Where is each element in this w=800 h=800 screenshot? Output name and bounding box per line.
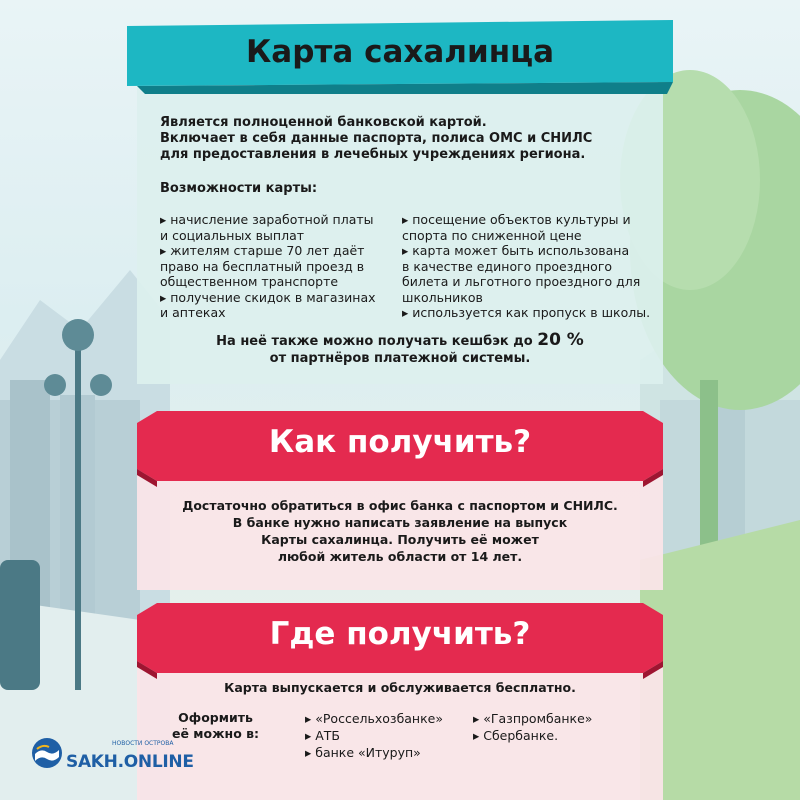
free-issue-text: Карта выпускается и обслуживается бесплатно. <box>224 680 576 695</box>
logo-tagline: НОВОСТИ ОСТРОВА <box>112 740 174 747</box>
where-section-title: Где получить? <box>269 616 531 652</box>
card-intro-line: Включает в себя данные паспорта, полиса ОМС и СНИЛС <box>160 131 593 146</box>
card-section-title: Карта сахалинца <box>245 34 555 70</box>
card-intro-line: Является полноценной банковской картой. <box>160 115 487 130</box>
banks-list-col1 <box>305 710 443 761</box>
feature-item-cont: школьников <box>402 289 483 305</box>
how-text-line: Карты сахалинца. Получить её может <box>261 532 539 547</box>
bank-item: ▸ банке «Итуруп» <box>305 744 443 761</box>
bank-item: ▸ АТБ <box>305 727 443 744</box>
feature-item: ▸ начисление заработной платы <box>160 212 376 228</box>
feature-item: ▸ карта может быть использована <box>402 243 650 259</box>
banks-list-col2 <box>473 710 592 744</box>
feature-item: ▸ получение скидок в магазинах <box>160 290 376 306</box>
cashback-value: 20 % <box>537 330 584 350</box>
features-right-list <box>402 212 650 321</box>
how-text-line: В банке нужно написать заявление на выпуск <box>232 515 568 530</box>
card-intro-text <box>160 115 592 163</box>
bank-item: ▸ «Газпромбанке» <box>473 710 592 727</box>
apply-label-line: Оформить <box>178 710 253 725</box>
features-left-list <box>160 212 376 321</box>
how-section-title: Как получить? <box>268 424 532 460</box>
feature-item-cont: спорта по сниженной цене <box>402 227 582 243</box>
features-heading: Возможности карты: <box>160 181 318 196</box>
feature-item-cont: в качестве единого проездного <box>402 258 613 274</box>
bank-item: ▸ Сбербанке. <box>473 727 592 744</box>
feature-item: ▸ используется как пропуск в школы. <box>402 305 650 321</box>
feature-item-cont: и социальных выплат <box>160 227 305 243</box>
cashback-text <box>137 332 663 367</box>
apply-label-line: её можно в: <box>172 726 260 741</box>
how-text <box>137 497 663 565</box>
feature-item: ▸ посещение объектов культуры и <box>402 212 650 228</box>
logo-text: SAKH.ONLINE <box>66 752 194 772</box>
bank-item: ▸ «Россельхозбанке» <box>305 710 443 727</box>
how-text-line: любой житель области от 14 лет. <box>277 549 523 564</box>
apply-label <box>172 710 259 742</box>
sakh-online-logo-icon <box>31 737 63 769</box>
cashback-line <box>137 332 663 350</box>
cashback-line: от партнёров платежной системы. <box>269 351 531 366</box>
feature-item-cont: право на бесплатный проезд в <box>160 258 365 274</box>
how-text-line: Достаточно обратиться в офис банка с паспортом и СНИЛС. <box>182 498 618 513</box>
feature-item-cont: общественном транспорте <box>160 274 339 289</box>
feature-item: ▸ жителям старше 70 лет даёт <box>160 243 376 259</box>
card-intro-line: для предоставления в лечебных учреждениях региона. <box>160 147 586 162</box>
feature-item-cont: и аптеках <box>160 305 226 320</box>
feature-item-cont: билета и льготного проездного для <box>402 274 641 289</box>
cashback-line-text: На неё также можно получать кешбэк до <box>216 334 533 349</box>
